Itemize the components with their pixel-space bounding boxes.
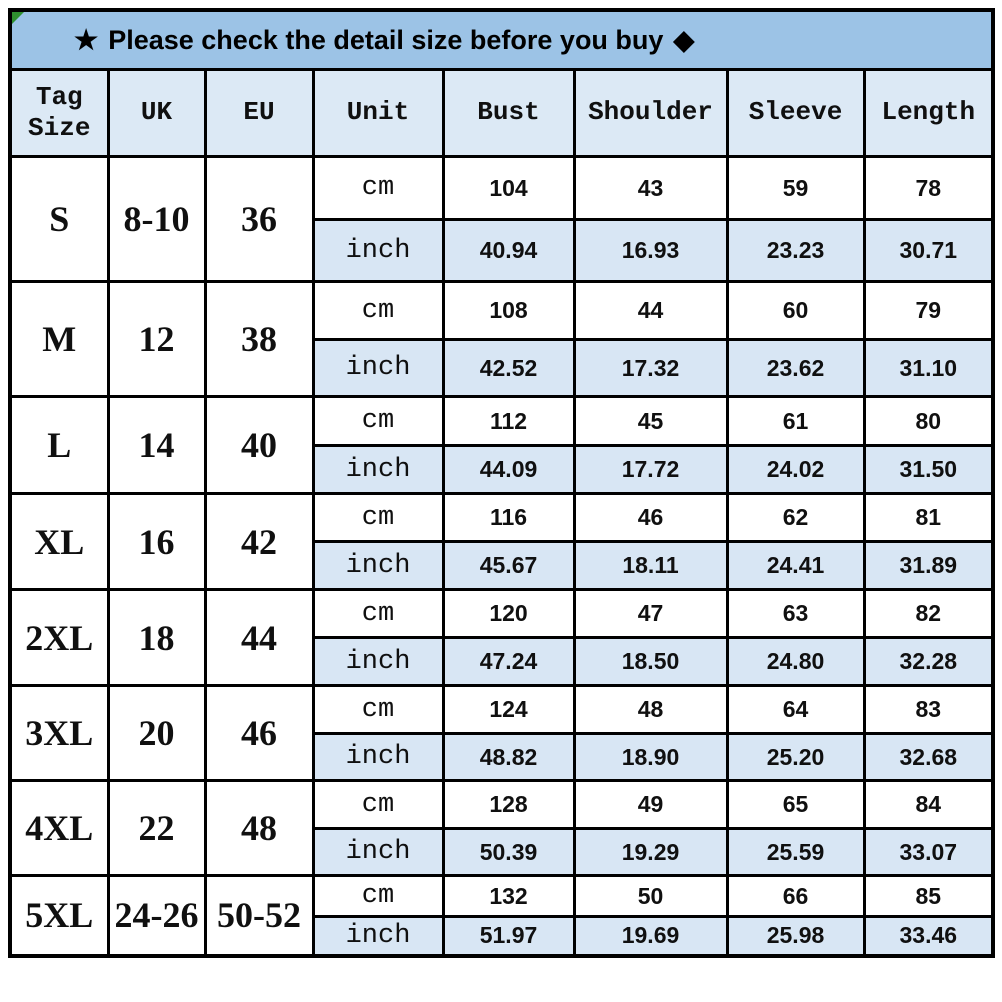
value-cell-cm: 120 — [443, 590, 574, 638]
comment-marker-icon — [12, 12, 24, 24]
value-cell-inch: 19.69 — [574, 917, 727, 956]
unit-inch-cell: inch — [313, 340, 443, 397]
uk-size-cell: 14 — [108, 397, 205, 494]
size-tag-cell: S — [10, 157, 108, 282]
eu-size-cell: 46 — [205, 686, 313, 781]
value-cell-cm: 124 — [443, 686, 574, 734]
value-cell-inch: 33.07 — [864, 829, 993, 876]
header-row — [10, 70, 993, 157]
value-cell-inch: 25.59 — [727, 829, 864, 876]
value-cell-cm: 64 — [727, 686, 864, 734]
value-cell-inch: 18.50 — [574, 638, 727, 686]
value-cell-cm: 78 — [864, 157, 993, 220]
value-cell-inch: 32.28 — [864, 638, 993, 686]
value-cell-inch: 48.82 — [443, 734, 574, 781]
unit-cm-cell: cm — [313, 282, 443, 340]
unit-cm-cell: cm — [313, 590, 443, 638]
value-cell-cm: 80 — [864, 397, 993, 446]
size-tag-cell: 5XL — [10, 876, 108, 956]
value-cell-inch: 42.52 — [443, 340, 574, 397]
value-cell-inch: 17.32 — [574, 340, 727, 397]
header-cell-tag-size: Tag Size — [10, 70, 108, 157]
value-cell-cm: 108 — [443, 282, 574, 340]
value-cell-cm: 62 — [727, 494, 864, 542]
value-cell-inch: 23.23 — [727, 220, 864, 282]
unit-cm-cell: cm — [313, 494, 443, 542]
star-icon: ★ — [74, 24, 99, 55]
header-cell-length: Length — [864, 70, 993, 157]
value-cell-cm: 44 — [574, 282, 727, 340]
value-cell-cm: 116 — [443, 494, 574, 542]
value-cell-cm: 132 — [443, 876, 574, 917]
uk-size-cell: 24-26 — [108, 876, 205, 956]
unit-inch-cell: inch — [313, 917, 443, 956]
value-cell-cm: 128 — [443, 781, 574, 829]
value-cell-cm: 48 — [574, 686, 727, 734]
value-cell-cm: 65 — [727, 781, 864, 829]
size-row-cm — [10, 397, 993, 446]
eu-size-cell: 38 — [205, 282, 313, 397]
value-cell-cm: 84 — [864, 781, 993, 829]
value-cell-cm: 83 — [864, 686, 993, 734]
uk-size-cell: 18 — [108, 590, 205, 686]
eu-size-cell: 42 — [205, 494, 313, 590]
size-row-cm — [10, 781, 993, 829]
header-cell-bust: Bust — [443, 70, 574, 157]
value-cell-inch: 23.62 — [727, 340, 864, 397]
unit-inch-cell: inch — [313, 734, 443, 781]
value-cell-inch: 33.46 — [864, 917, 993, 956]
value-cell-inch: 30.71 — [864, 220, 993, 282]
uk-size-cell: 20 — [108, 686, 205, 781]
value-cell-inch: 19.29 — [574, 829, 727, 876]
banner-row — [10, 10, 993, 70]
size-tag-cell: XL — [10, 494, 108, 590]
size-tag-cell: 2XL — [10, 590, 108, 686]
unit-cm-cell: cm — [313, 397, 443, 446]
unit-cm-cell: cm — [313, 876, 443, 917]
banner — [10, 10, 993, 70]
size-row-cm — [10, 494, 993, 542]
value-cell-cm: 112 — [443, 397, 574, 446]
eu-size-cell: 50-52 — [205, 876, 313, 956]
value-cell-cm: 45 — [574, 397, 727, 446]
size-tag-cell: M — [10, 282, 108, 397]
eu-size-cell: 48 — [205, 781, 313, 876]
unit-inch-cell: inch — [313, 220, 443, 282]
value-cell-inch: 31.50 — [864, 446, 993, 494]
value-cell-cm: 47 — [574, 590, 727, 638]
value-cell-cm: 49 — [574, 781, 727, 829]
eu-size-cell: 36 — [205, 157, 313, 282]
size-tag-cell: L — [10, 397, 108, 494]
eu-size-cell: 44 — [205, 590, 313, 686]
value-cell-cm: 104 — [443, 157, 574, 220]
value-cell-inch: 24.02 — [727, 446, 864, 494]
value-cell-inch: 24.80 — [727, 638, 864, 686]
size-row-cm — [10, 876, 993, 917]
value-cell-inch: 45.67 — [443, 542, 574, 590]
size-tag-cell: 3XL — [10, 686, 108, 781]
header-cell-sleeve: Sleeve — [727, 70, 864, 157]
value-cell-cm: 63 — [727, 590, 864, 638]
size-table-body — [10, 157, 993, 956]
size-row-cm — [10, 686, 993, 734]
uk-size-cell: 12 — [108, 282, 205, 397]
value-cell-cm: 46 — [574, 494, 727, 542]
value-cell-inch: 31.89 — [864, 542, 993, 590]
diamond-icon: ◆ — [673, 24, 695, 55]
unit-inch-cell: inch — [313, 446, 443, 494]
header-cell-eu: EU — [205, 70, 313, 157]
size-row-cm — [10, 282, 993, 340]
value-cell-cm: 50 — [574, 876, 727, 917]
value-cell-inch: 17.72 — [574, 446, 727, 494]
value-cell-cm: 79 — [864, 282, 993, 340]
value-cell-inch: 25.20 — [727, 734, 864, 781]
value-cell-inch: 18.11 — [574, 542, 727, 590]
size-row-cm — [10, 590, 993, 638]
uk-size-cell: 16 — [108, 494, 205, 590]
value-cell-inch: 16.93 — [574, 220, 727, 282]
unit-inch-cell: inch — [313, 829, 443, 876]
value-cell-inch: 47.24 — [443, 638, 574, 686]
unit-cm-cell: cm — [313, 781, 443, 829]
value-cell-cm: 81 — [864, 494, 993, 542]
value-cell-cm: 61 — [727, 397, 864, 446]
value-cell-inch: 24.41 — [727, 542, 864, 590]
size-tag-cell: 4XL — [10, 781, 108, 876]
value-cell-cm: 60 — [727, 282, 864, 340]
value-cell-cm: 66 — [727, 876, 864, 917]
eu-size-cell: 40 — [205, 397, 313, 494]
value-cell-inch: 18.90 — [574, 734, 727, 781]
value-cell-cm: 82 — [864, 590, 993, 638]
uk-size-cell: 8-10 — [108, 157, 205, 282]
value-cell-inch: 50.39 — [443, 829, 574, 876]
value-cell-cm: 59 — [727, 157, 864, 220]
unit-inch-cell: inch — [313, 542, 443, 590]
value-cell-inch: 44.09 — [443, 446, 574, 494]
unit-inch-cell: inch — [313, 638, 443, 686]
value-cell-inch: 51.97 — [443, 917, 574, 956]
value-cell-inch: 31.10 — [864, 340, 993, 397]
value-cell-cm: 43 — [574, 157, 727, 220]
uk-size-cell: 22 — [108, 781, 205, 876]
value-cell-inch: 25.98 — [727, 917, 864, 956]
unit-cm-cell: cm — [313, 157, 443, 220]
banner-text: Please check the detail size before you buy — [108, 24, 664, 55]
header-cell-uk: UK — [108, 70, 205, 157]
size-row-cm — [10, 157, 993, 220]
header-cell-unit: Unit — [313, 70, 443, 157]
unit-cm-cell: cm — [313, 686, 443, 734]
header-cell-shoulder: Shoulder — [574, 70, 727, 157]
size-chart-table — [8, 8, 995, 958]
value-cell-inch: 32.68 — [864, 734, 993, 781]
value-cell-cm: 85 — [864, 876, 993, 917]
value-cell-inch: 40.94 — [443, 220, 574, 282]
